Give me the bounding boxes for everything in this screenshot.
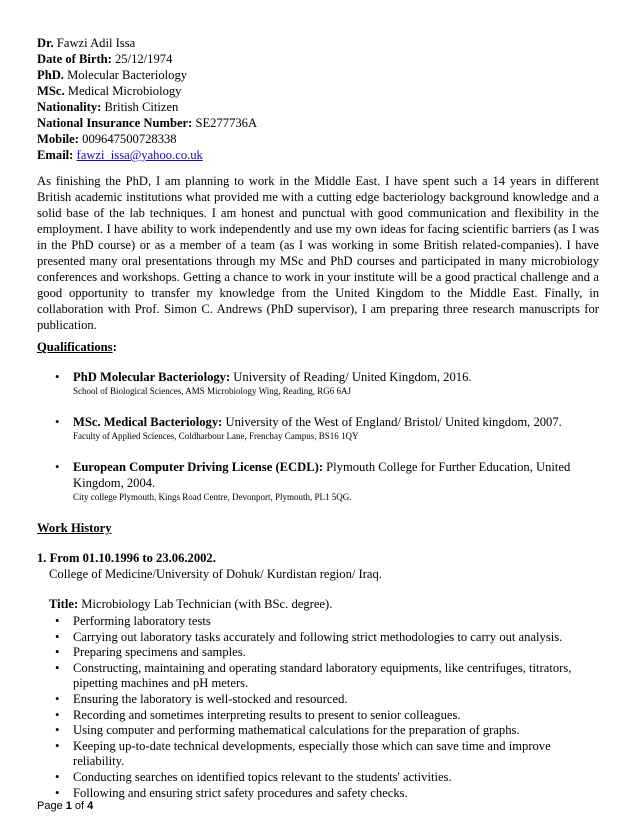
dob-label: Date of Birth: <box>37 52 112 66</box>
name-line <box>37 35 599 51</box>
duty-text: Performing laboratory tests <box>73 614 211 628</box>
dob-value: 25/12/1974 <box>115 52 173 66</box>
qualification-item <box>37 414 599 443</box>
duty-text: Constructing, maintaining and operating standard laboratory equipments, like centrifuges, titrators, pipetting machines and pH meters. <box>73 660 572 691</box>
qualifications-list <box>37 369 599 504</box>
bullet-icon: • <box>55 769 60 784</box>
bullet-icon: • <box>55 415 60 429</box>
name-value: Fawzi Adil Issa <box>56 36 136 50</box>
job-title-line <box>37 596 599 612</box>
duty-text: Following and ensuring strict safety procedures and safety checks. <box>73 785 408 800</box>
bullet-icon: • <box>55 707 60 722</box>
nationality-value: British Citizen <box>104 100 179 114</box>
page-total: 4 <box>87 800 94 812</box>
job-period: 1. From 01.10.1996 to 23.06.2002. <box>37 551 216 565</box>
qualification-item <box>37 369 599 398</box>
duty-item <box>37 770 599 786</box>
bullet-icon: • <box>55 738 60 753</box>
document-content <box>37 35 599 801</box>
duty-text: Keeping up-to-date technical developments, especially those which can save time and improve reliability. <box>73 738 551 769</box>
bullet-icon: • <box>55 660 60 675</box>
duty-item <box>37 630 599 646</box>
nin-line <box>37 115 599 131</box>
duty-text: Recording and sometimes interpreting results to present to senior colleagues. <box>73 707 461 722</box>
qualification-title: MSc. Medical Bacteriology: <box>73 415 223 429</box>
email-link[interactable]: fawzi_issa@yahoo.co.uk <box>76 148 203 162</box>
msc-label: MSc. <box>37 84 65 98</box>
job-employer: College of Medicine/University of Dohuk/ Kurdistan region/ Iraq. <box>49 567 382 581</box>
bullet-icon: • <box>55 645 60 660</box>
bullet-icon: • <box>55 723 60 738</box>
job-title-label: Title: <box>49 597 79 611</box>
qualification-detail: Faculty of Applied Sciences, Coldharbour Lane, Frenchay Campus, BS16 1QY <box>73 431 359 441</box>
mobile-line <box>37 131 599 147</box>
qualification-title: PhD Molecular Bacteriology: <box>73 370 231 384</box>
nin-label: National Insurance Number: <box>37 116 193 130</box>
duty-text: Ensuring the laboratory is well-stocked and resourced. <box>73 691 348 706</box>
dob-line <box>37 51 599 67</box>
qualification-text: University of the West of England/ Bristol/ United kingdom, 2007. <box>222 415 562 429</box>
msc-line <box>37 83 599 99</box>
duty-text: Conducting searches on identified topics relevant to the students' activities. <box>73 769 452 784</box>
bullet-icon: • <box>55 785 60 800</box>
email-label: Email: <box>37 148 74 162</box>
qualifications-heading <box>37 339 599 355</box>
duty-item <box>37 708 599 724</box>
nationality-line <box>37 99 599 115</box>
of-label: of <box>71 800 88 812</box>
bullet-icon: • <box>55 691 60 706</box>
mobile-label: Mobile: <box>37 132 79 146</box>
page-number: 1 <box>65 800 72 812</box>
duties-list <box>37 614 599 801</box>
nin-value: SE277736A <box>195 116 258 130</box>
page-footer <box>37 800 93 812</box>
duty-item <box>37 723 599 739</box>
duty-item <box>37 614 599 630</box>
bullet-icon: • <box>55 614 60 628</box>
phd-label: PhD. <box>37 68 64 82</box>
qualification-text: University of Reading/ United Kingdom, 2016. <box>230 370 472 384</box>
work-history-heading: Work History <box>37 521 112 535</box>
qualification-detail: City college Plymouth, Kings Road Centre, Devonport, Plymouth, PL1 5QG. <box>73 492 352 502</box>
job-title-value: Microbiology Lab Technician (with BSc. degree). <box>78 597 333 611</box>
msc-value: Medical Microbiology <box>67 84 182 98</box>
bullet-icon: • <box>55 460 60 474</box>
page-label: Page <box>37 800 66 812</box>
email-line <box>37 147 599 163</box>
phd-line <box>37 67 599 83</box>
qualification-title: European Computer Driving License (ECDL): <box>73 460 324 474</box>
phd-value: Molecular Bacteriology <box>67 68 188 82</box>
bullet-icon: • <box>55 629 60 644</box>
name-label: Dr. <box>37 36 54 50</box>
duty-text: Carrying out laboratory tasks accurately and following strict methodologies to carry out analysis. <box>73 629 563 644</box>
duty-item <box>37 645 599 661</box>
intro-paragraph: As finishing the PhD, I am planning to work in the Middle East. I have spent such a 14 years in different British academic institutions what provided me with a cutting edge bacteriology background knowledge and a solid base of the lab techniques. I am honest and punctual with good communication and flexibility in the employment. I have ability to work independently and use my own ideas for facing scientific barriers (as I was in the PhD course) or as a member of a team (as I was working in some British related-companies). I have presented many oral presentations through my MSc and PhD courses and participated in many microbiology conferences and workshops. Getting a chance to work in your institute will be a good practical challenge and a good opportunity to transfer my knowledge from the United Kingdom to the Middle East. Finally, in collaboration with Prof. Simon C. Andrews (PhD supervisor), I am preparing three research manuscripts for publication. <box>37 174 599 332</box>
duty-item <box>37 739 599 770</box>
qualification-detail: School of Biological Sciences, AMS Microbiology Wing, Reading, RG6 6AJ <box>73 386 351 396</box>
duty-text: Using computer and performing mathematical calculations for the preparation of graphs. <box>73 723 520 738</box>
nationality-label: Nationality: <box>37 100 102 114</box>
qualifications-heading-text: Qualifications <box>37 340 113 354</box>
qualification-item <box>37 459 599 504</box>
duty-item <box>37 661 599 692</box>
bullet-icon: • <box>55 370 60 384</box>
qualification-text: Plymouth College for Further Education, United Kingdom, 2004. <box>73 460 571 490</box>
qualifications-colon: : <box>112 340 117 354</box>
duty-item <box>37 786 599 802</box>
duty-text: Preparing specimens and samples. <box>73 645 246 660</box>
duty-item <box>37 692 599 708</box>
mobile-value: 009647500728338 <box>82 132 177 146</box>
